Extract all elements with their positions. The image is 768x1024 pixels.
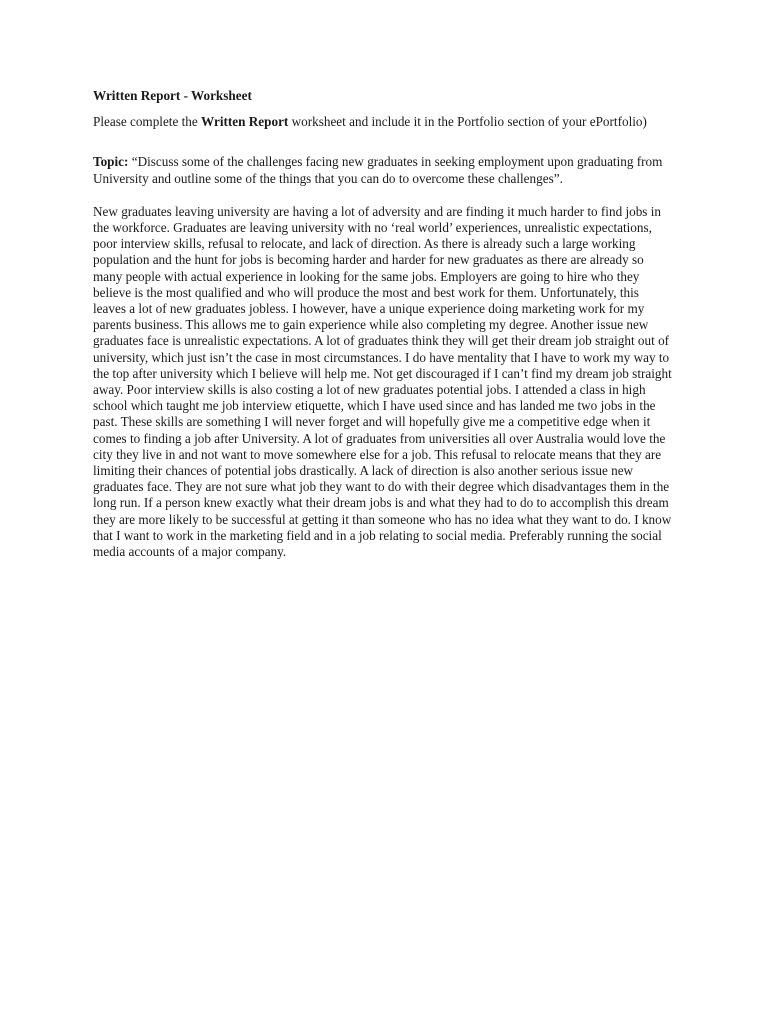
document-title: Written Report - Worksheet [93,88,252,103]
instructions-text-start: Please complete the [93,114,202,130]
instructions-text-end: worksheet and include it in the Portfolio section of your ePortfolio) [288,114,647,130]
report-body: New graduates leaving university are having a lot of adversity and are finding it much harder to find jobs in the workforce. Graduates are leaving university with no ‘real world’ experiences, unrealistic expectations, poor interview skills, refusal to relocate, and lack of direction. As there is already such a large working population and the hunt for jobs is becoming harder and harder for new graduates as there are already so many people with actual experience in looking for the same jobs. Employers are going to hire who they believe is the most qualified and who will produce the most and best work for them. Unfortunately, this leaves a lot of new graduates jobless. I however, have a unique experience doing marketing work for my parents business. This allows me to gain experience while also completing my degree. Another issue new graduates face is unrealistic expectations. A lot of graduates think they will get their dream job straight out of university, which just isn’t the case in most circumstances. I do have mentality that I have to work my way to the top after university which I believe will help me. Not get discouraged if I can’t find my dream job straight away. Poor interview skills is also costing a lot of new graduates potential jobs. I attended a class in high school which taught me job interview etiquette, which I have used since and has landed me two jobs in the past. These skills are something I will never forget and will hopefully give me a competitive edge when it comes to finding a job after University. A lot of graduates from universities all over Australia would love the city they live in and not want to move somewhere else for a job. This refusal to relocate means that they are limiting their chances of potential jobs drastically. A lack of direction is also another serious issue new graduates face. They are not sure what job they want to do with their degree which disadvantages them in the long run. If a person knew exactly what their dream jobs is and what they had to do to accomplish this dream they are more likely to be successful at getting it than someone who has no idea what they want to do. I know that I want to work in the marketing field and in a job relating to social media. Preferably running the social media accounts of a major company. [93,203,672,560]
document-page [93,88,675,560]
topic-label: Topic: [93,154,129,170]
instructions-bold-text: Written Report [201,114,289,130]
instructions-paragraph [93,114,675,130]
topic-text: “Discuss some of the challenges facing new graduates in seeking employment upon graduating from University and outline some of the things that you can do to overcome these challenges”. [93,154,663,186]
topic-paragraph [93,154,675,186]
